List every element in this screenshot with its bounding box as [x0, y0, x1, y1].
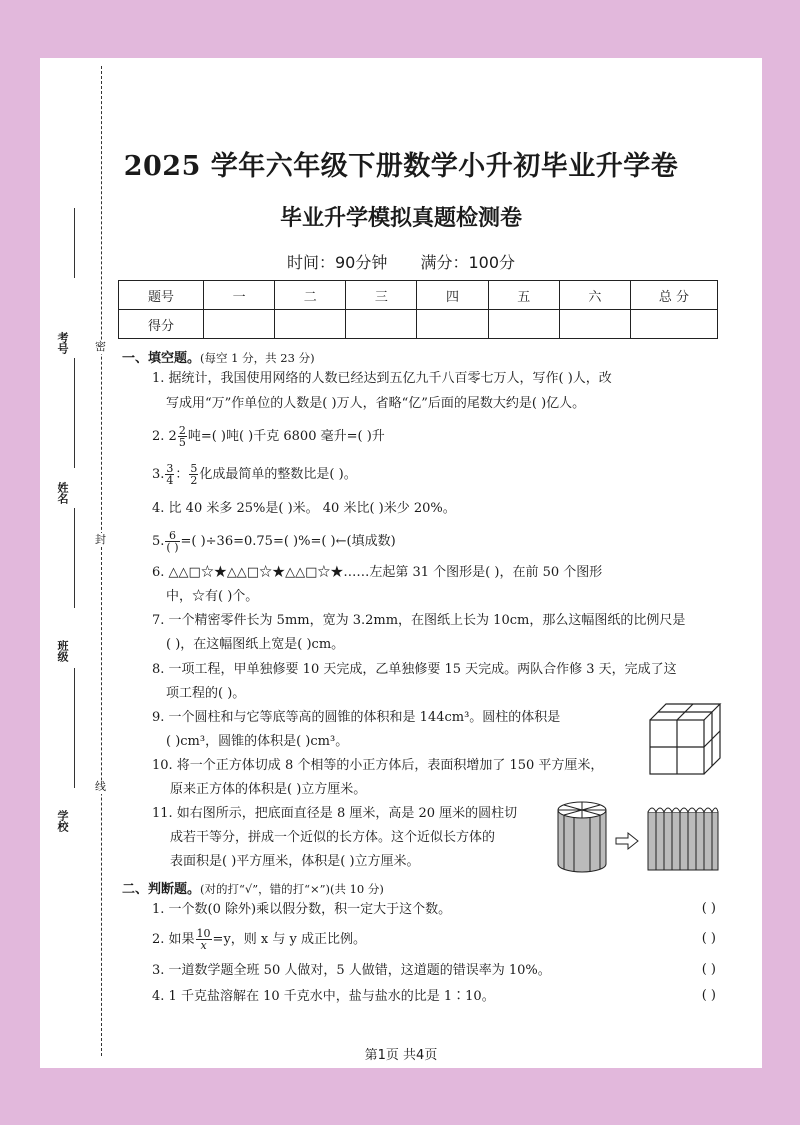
exam-subtitle: 毕业升学模拟真题检测卷 — [279, 205, 522, 231]
header-cell: 一 — [204, 281, 275, 310]
q2-fraction — [178, 425, 187, 448]
j2-fraction — [196, 928, 212, 951]
cylinder-figure — [554, 798, 724, 876]
header-cell: 五 — [488, 281, 559, 310]
section1-title — [122, 347, 315, 366]
score-cell[interactable] — [631, 310, 718, 339]
question-11-line1: 11. 如右图所示，把底面直径是 8 厘米，高是 20 厘米的圆柱切 — [152, 806, 518, 821]
header-cell: 四 — [417, 281, 488, 310]
q5-rest: =( )÷36=0.75=( )%=( )←(填成数) — [180, 534, 396, 549]
label-banji: 班级 — [56, 640, 69, 662]
q2-prefix: 2. 2 — [152, 429, 177, 444]
question-1-line2: 写成用“万”作单位的人数是( )万人，省略“亿”后面的尾数大约是( )亿人。 — [166, 396, 586, 411]
question-11-line3: 表面积是( )平方厘米，体积是( )立方厘米。 — [170, 854, 420, 869]
q2-rest: 吨=( )吨( )千克 6800 毫升=( )升 — [187, 429, 385, 444]
underline — [74, 358, 75, 468]
q3-den2: 2 — [190, 474, 198, 487]
q5-den: ( ) — [166, 541, 179, 554]
judge-1: 1. 一个数(0 除外)乘以假分数，积一定大于这个数。 — [152, 902, 452, 917]
label-xuexiao: 学校 — [56, 810, 69, 832]
arrow-right-icon — [616, 833, 638, 849]
question-10-line2: 原来正方体的体积是( )立方厘米。 — [170, 782, 367, 797]
row-label: 得分 — [119, 310, 204, 339]
section2-note: (对的打“√”，错的打“×”)(共 10 分) — [200, 882, 384, 896]
score-table — [118, 280, 718, 339]
question-9-line2: ( )cm³，圆锥的体积是( )cm³。 — [166, 734, 349, 749]
judge-3-answer[interactable]: ( ) — [701, 962, 716, 977]
header-cell: 六 — [559, 281, 630, 310]
score-cell[interactable] — [346, 310, 417, 339]
seal-char-xian: 线 — [95, 780, 106, 793]
q5-fraction — [165, 530, 179, 553]
seal-char-mi: 密 — [95, 340, 106, 353]
question-11-line2: 成若干等分，拼成一个近似的长方体。这个近似长方体的 — [170, 830, 496, 845]
question-2 — [152, 425, 385, 448]
question-7-line2: ( )，在这幅图纸上宽是( )cm。 — [166, 637, 345, 652]
header-cell: 二 — [275, 281, 346, 310]
label-xingming: 姓名 — [56, 482, 69, 504]
question-6-line2: 中，☆有( )个。 — [166, 589, 259, 604]
question-8-line2: 项工程的( )。 — [166, 686, 246, 701]
j2-prefix: 2. 如果 — [152, 932, 195, 947]
q3-num2: 5 — [190, 462, 198, 475]
score-cell[interactable] — [275, 310, 346, 339]
q3-den1: 4 — [166, 474, 174, 487]
exam-paper — [40, 58, 762, 1068]
score-cell[interactable] — [417, 310, 488, 339]
score-table-header — [119, 281, 718, 310]
score-cell[interactable] — [559, 310, 630, 339]
q5-prefix: 5. — [152, 534, 165, 549]
question-1-line1: 1. 据统计，我国使用网络的人数已经达到五亿九千八百零七万人，写作( )人，改 — [152, 371, 612, 386]
j2-num: 10 — [196, 927, 211, 940]
seal-char-feng: 封 — [95, 533, 106, 546]
section1-note: (每空 1 分，共 23 分) — [200, 351, 315, 365]
score-table-row — [119, 310, 718, 339]
question-5 — [152, 530, 396, 553]
header-cell: 三 — [346, 281, 417, 310]
q3-colon: ： — [175, 467, 189, 482]
judge-3: 3. 一道数学题全班 50 人做对，5 人做错，这道题的错误率为 10%。 — [152, 963, 551, 978]
exam-title: 2025 学年六年级下册数学小升初毕业升学卷 — [123, 151, 679, 182]
judge-4: 4. 1 千克盐溶解在 10 千克水中，盐与盐水的比是 1∶10。 — [152, 989, 495, 1004]
question-4: 4. 比 40 米多 25%是( )米。 40 米比( )米少 20%。 — [152, 501, 456, 516]
question-8-line1: 8. 一项工程，甲单独修要 10 天完成，乙单独修要 15 天完成。两队合作修 3 天，完成了这 — [152, 662, 677, 677]
score-cell[interactable] — [204, 310, 275, 339]
score-cell[interactable] — [488, 310, 559, 339]
q3-prefix: 3. — [152, 467, 165, 482]
judge-2 — [152, 928, 366, 951]
section2-heading: 二、判断题。 — [122, 882, 201, 897]
exam-full-score: 满分：100分 — [420, 253, 515, 272]
q5-num: 6 — [165, 530, 179, 542]
j2-den: x — [200, 939, 207, 952]
underline — [74, 508, 75, 608]
q2-den: 5 — [178, 436, 186, 449]
question-6-line1: 6. △△□☆★△△□☆★△△□☆★……左起第 31 个图形是( )，在前 50 个图形 — [152, 565, 603, 580]
judge-2-answer[interactable]: ( ) — [701, 931, 716, 946]
judge-1-answer[interactable]: ( ) — [701, 901, 716, 916]
question-10-line1: 10. 将一个正方体切成 8 个相等的小正方体后，表面积增加了 150 平方厘米， — [152, 758, 604, 773]
section2-title — [122, 878, 384, 897]
header-cell: 题号 — [119, 281, 204, 310]
question-7-line1: 7. 一个精密零件长为 5mm，宽为 3.2mm，在图纸上长为 10cm，那么这幅图纸的比例尺是 — [152, 613, 686, 628]
page-footer: 第1页 共4页 — [364, 1048, 438, 1063]
question-9-line1: 9. 一个圆柱和与它等底等高的圆锥的体积和是 144cm³。圆柱的体积是 — [152, 710, 561, 725]
q3-fraction-1 — [165, 463, 174, 486]
q3-rest: 化成最简单的整数比是( )。 — [199, 467, 357, 482]
q3-fraction-2 — [189, 463, 198, 486]
question-3 — [152, 463, 357, 486]
judge-4-answer[interactable]: ( ) — [701, 988, 716, 1003]
underline — [74, 668, 75, 788]
cube-figure — [648, 700, 722, 776]
exam-time: 时间：90分钟 — [286, 253, 388, 272]
header-cell: 总 分 — [631, 281, 718, 310]
j2-rest: =y，则 x 与 y 成正比例。 — [212, 932, 366, 947]
q3-num1: 3 — [166, 462, 174, 475]
label-kaohao: 考号 — [56, 332, 69, 354]
section1-heading: 一、填空题。 — [122, 351, 201, 366]
q2-num: 2 — [178, 424, 186, 437]
exam-info — [40, 250, 762, 273]
